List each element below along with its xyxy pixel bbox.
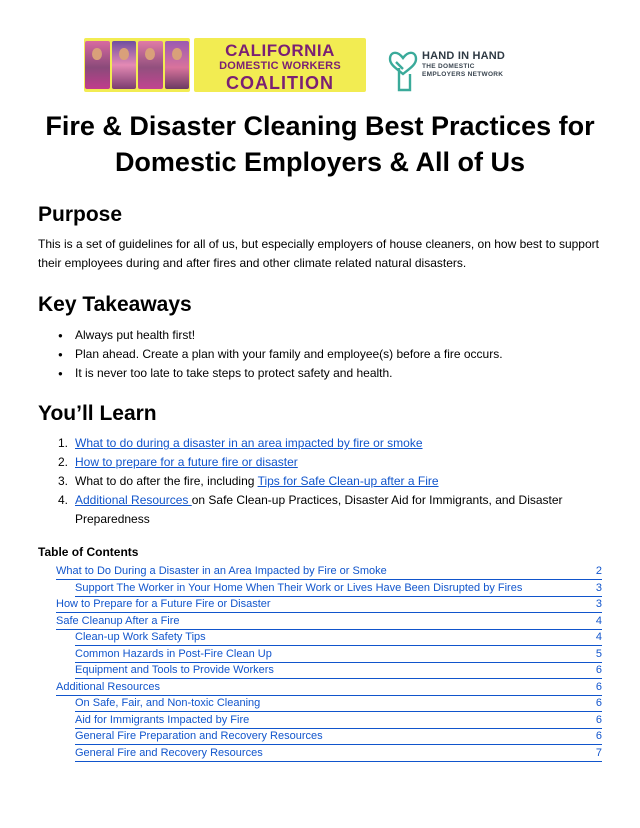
- youll-learn-heading: You’ll Learn: [38, 402, 157, 425]
- cdwc-logo: [194, 38, 366, 92]
- toc-entry[interactable]: [75, 746, 602, 762]
- hand-in-hand-subtitle-1: THE DOMESTIC: [422, 63, 475, 70]
- toc-entry-title[interactable]: Clean-up Work Safety Tips: [75, 631, 206, 643]
- purpose-heading: Purpose: [38, 203, 123, 226]
- toc-entry-title[interactable]: General Fire Preparation and Recovery Resources: [75, 730, 323, 742]
- toc-entry[interactable]: [75, 581, 602, 597]
- toc-entry-title[interactable]: Safe Cleanup After a Fire: [56, 614, 180, 627]
- hand-in-hand-logo: [388, 38, 558, 92]
- toc-entry-page[interactable]: 5: [595, 647, 602, 660]
- logo-bar: [0, 36, 640, 94]
- safe-cleanup-tips-link[interactable]: Tips for Safe Clean-up after a Fire: [257, 474, 439, 488]
- takeaway-item: ● Always put health first!: [58, 326, 618, 345]
- learn-item-number: 1.: [58, 436, 69, 450]
- photo-2: [112, 41, 137, 89]
- photo-4: [165, 41, 190, 89]
- toc-entry-title[interactable]: What to Do During a Disaster in an Area Impacted by Fire or Smoke: [56, 565, 387, 577]
- toc-entry[interactable]: [56, 564, 602, 580]
- toc-entry-page[interactable]: 6: [595, 730, 602, 742]
- learn-item-number: 3.: [58, 474, 69, 488]
- document-title: [0, 108, 640, 180]
- toc-entry-title[interactable]: Equipment and Tools to Provide Workers: [75, 664, 274, 676]
- toc-entry-page[interactable]: 6: [595, 664, 602, 676]
- toc-entry-page[interactable]: 3: [595, 581, 602, 594]
- during-disaster-link[interactable]: What to do during a disaster in an area impacted by fire or smoke: [75, 436, 423, 450]
- title-line-1: Fire & Disaster Cleaning Best Practices for: [45, 111, 595, 141]
- toc-entry-title[interactable]: Aid for Immigrants Impacted by Fire: [75, 713, 250, 726]
- toc-entry-page[interactable]: 6: [595, 697, 602, 709]
- learn-item-1: [58, 434, 618, 453]
- cdwc-logo-line3: COALITION: [226, 73, 334, 93]
- hand-in-hand-name: HAND IN HAND: [422, 50, 506, 62]
- toc-entry-title[interactable]: How to Prepare for a Future Fire or Disaster: [56, 598, 271, 610]
- photo-3: [138, 41, 163, 89]
- toc-entry-page[interactable]: 4: [595, 631, 602, 643]
- toc-entry-title[interactable]: Support The Worker in Your Home When Their Work or Lives Have Been Disrupted by Fires: [75, 581, 523, 594]
- learn-item-text: What to do after the fire, including: [75, 474, 258, 488]
- key-takeaways-heading: Key Takeaways: [38, 293, 192, 316]
- learn-item-4: [58, 491, 618, 529]
- toc-entry-page[interactable]: 4: [595, 614, 602, 627]
- toc-entry[interactable]: [75, 729, 602, 745]
- prepare-future-fire-link[interactable]: How to prepare for a future fire or disaster: [75, 455, 298, 469]
- toc-entry-title[interactable]: General Fire and Recovery Resources: [75, 746, 263, 759]
- hand-in-hand-subtitle-2: EMPLOYERS NETWORK: [422, 71, 504, 78]
- toc-entry-title[interactable]: Additional Resources: [56, 680, 160, 693]
- photo-1: [85, 41, 110, 89]
- heart-hand-icon: [388, 38, 418, 92]
- additional-resources-link[interactable]: Additional Resources: [75, 493, 192, 507]
- toc-entry-title[interactable]: On Safe, Fair, and Non-toxic Cleaning: [75, 697, 261, 709]
- takeaway-item: ● It is never too late to take steps to protect safety and health.: [58, 364, 618, 383]
- toc-entry[interactable]: [56, 614, 602, 630]
- toc-entry[interactable]: [56, 597, 602, 613]
- toc-entry[interactable]: [75, 696, 602, 712]
- toc-entry[interactable]: [75, 647, 602, 663]
- toc-entry[interactable]: [56, 680, 602, 696]
- toc-entry[interactable]: [75, 630, 602, 646]
- toc-entry-title[interactable]: Common Hazards in Post-Fire Clean Up: [75, 647, 272, 660]
- cdwc-logo-line2: DOMESTIC WORKERS: [219, 60, 341, 72]
- toc-entry-page[interactable]: 2: [595, 565, 602, 577]
- purpose-text: This is a set of guidelines for all of us, but especially employers of house cleaners, on how best to support their employees during and after fires and other climate related natural disasters.: [38, 237, 599, 270]
- toc-entry[interactable]: [75, 713, 602, 729]
- learn-item-number: 4.: [58, 493, 69, 507]
- learn-item-2: [58, 453, 618, 472]
- takeaways-list: [58, 326, 618, 383]
- title-line-2: Domestic Employers & All of Us: [114, 147, 526, 177]
- toc-entry-page[interactable]: 3: [595, 598, 602, 610]
- toc-entry-page[interactable]: 7: [595, 746, 602, 759]
- toc-entry[interactable]: [75, 663, 602, 679]
- learn-list: [58, 434, 618, 529]
- coalition-photo-strip: [84, 38, 190, 92]
- toc-heading: Table of Contents: [38, 545, 139, 559]
- toc-entry-page[interactable]: 6: [595, 713, 602, 726]
- learn-item-number: 2.: [58, 455, 69, 469]
- learn-item-text: on Safe Clean-up Practices, Disaster Aid for Immigrants, and Disaster Preparedness: [75, 493, 563, 526]
- cdwc-logo-line1: CALIFORNIA: [225, 41, 335, 60]
- toc-entry-page[interactable]: 6: [595, 680, 602, 693]
- learn-item-3: [58, 472, 618, 491]
- takeaway-item: ● Plan ahead. Create a plan with your family and employee(s) before a fire occurs.: [58, 345, 618, 364]
